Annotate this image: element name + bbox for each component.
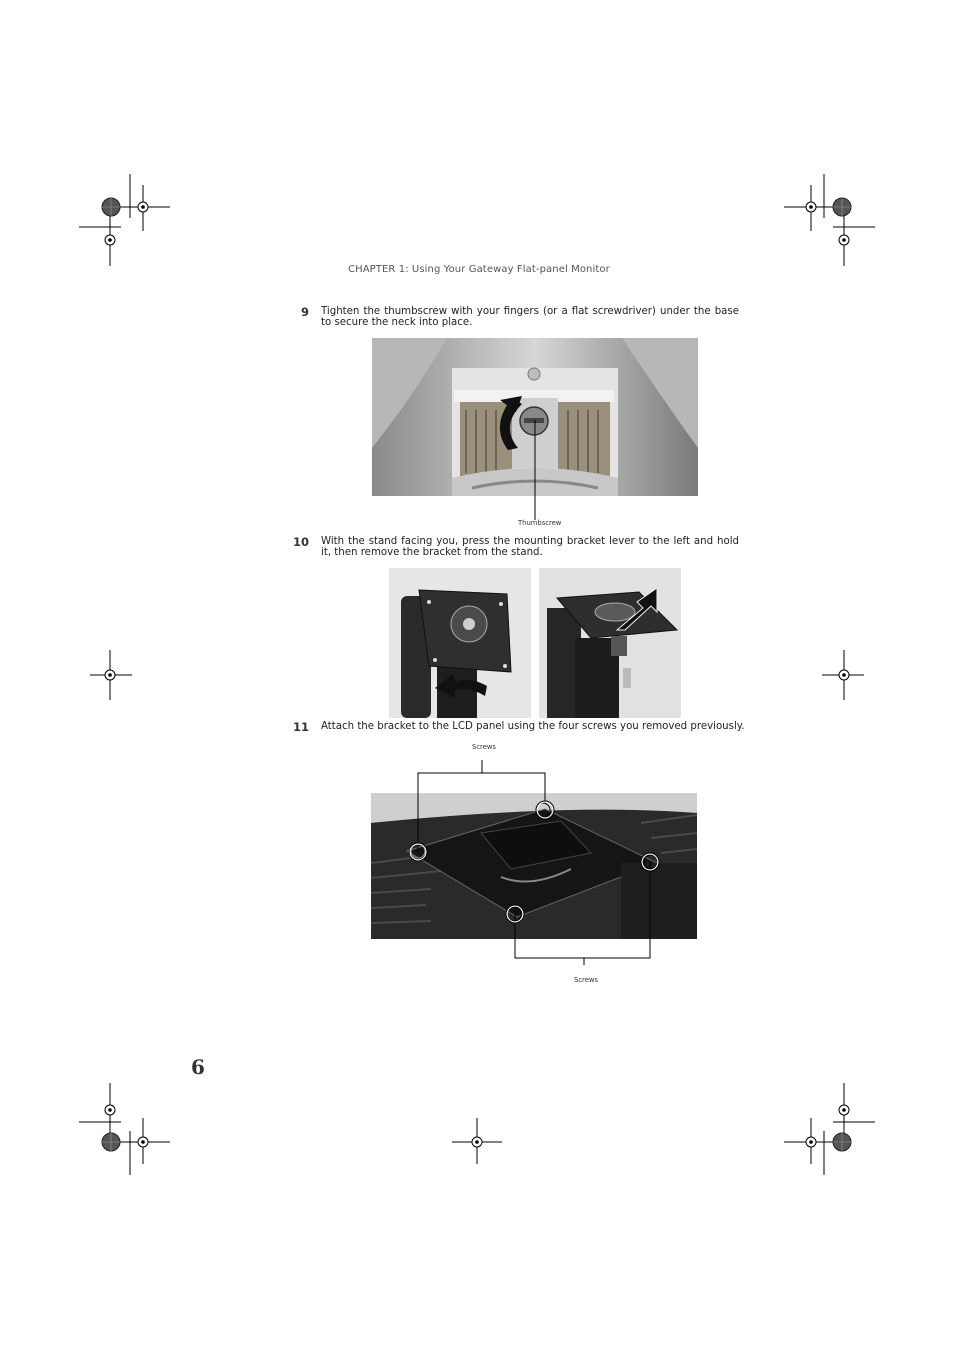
step-11-number: 11: [292, 720, 309, 734]
step-10-number: 10: [292, 535, 309, 549]
step-9-text: Tighten the thumbscrew with your fingers (or a flat screwdriver) under the base to secure the neck into place.: [321, 306, 739, 329]
bracket-removal-photo: [539, 568, 681, 718]
chapter-header: CHAPTER 1: Using Your Gateway Flat-panel Monitor: [348, 264, 610, 275]
step-9-number: 9: [300, 305, 309, 319]
screws-label-bottom: Screws: [574, 976, 598, 984]
step-10-text: With the stand facing you, press the mounting bracket lever to the left and hold it, then remove the bracket from the stand.: [321, 536, 739, 559]
screws-callout-lines: [410, 760, 660, 965]
page-number: 6: [191, 1055, 205, 1079]
thumbscrew-callout-line: [530, 420, 540, 520]
bracket-lever-photo: [389, 568, 531, 718]
screws-label-top: Screws: [472, 743, 496, 751]
step-11-text: Attach the bracket to the LCD panel using the four screws you removed previously.: [321, 721, 745, 732]
thumbscrew-label: Thumbscrew: [518, 519, 562, 527]
